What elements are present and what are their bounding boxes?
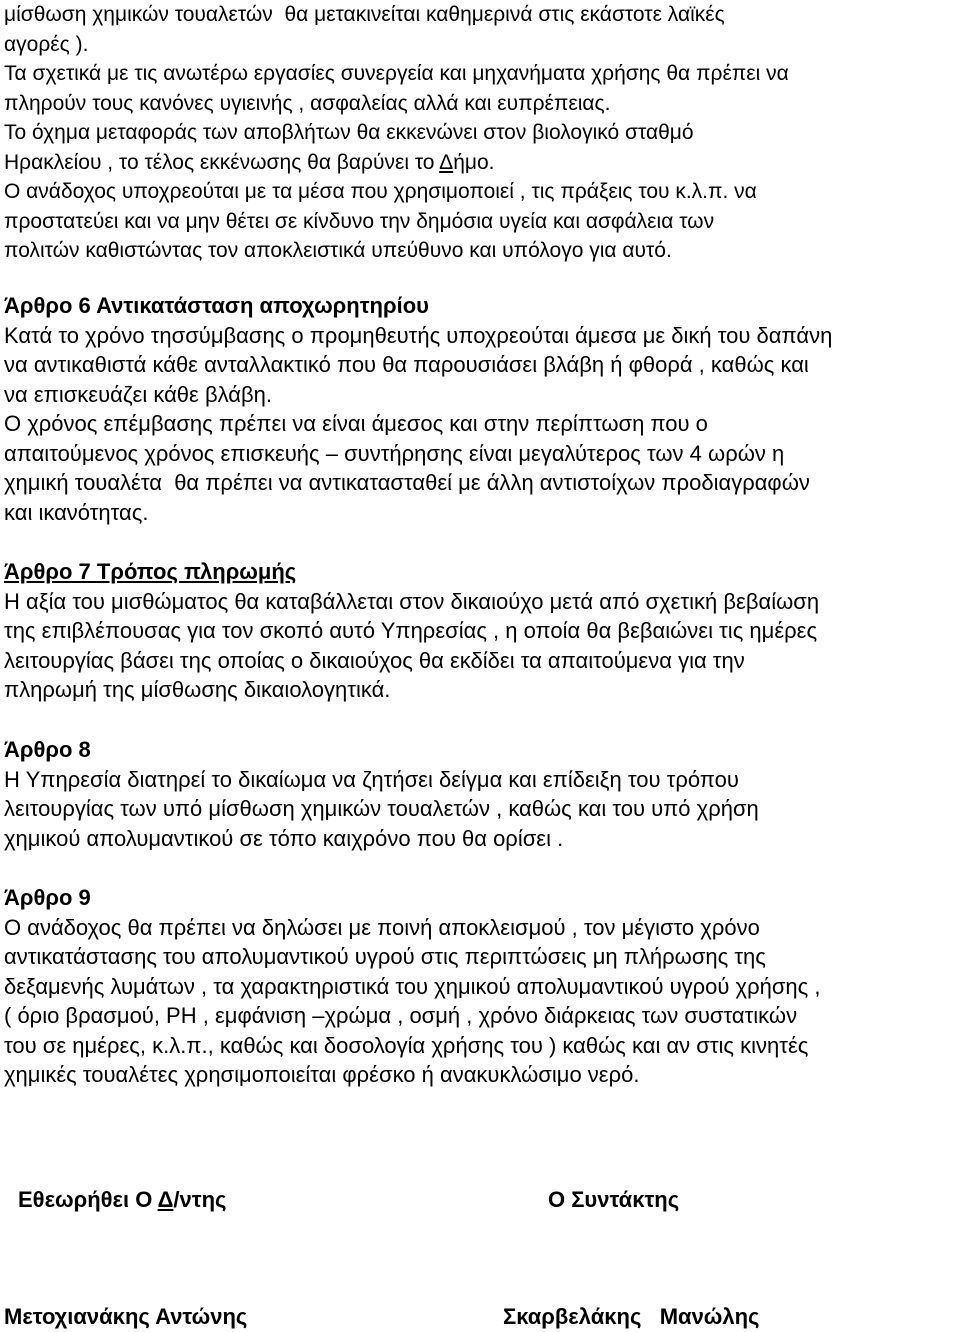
text-line: χημική τουαλέτα θα πρέπει να αντικατασταθεί με άλλη αντιστοίχων προδιαγραφών [4, 470, 810, 495]
text-line: πληρωμή της μίσθωσης δικαιολογητικά. [4, 677, 391, 702]
text-line: και ικανότητας. [4, 499, 149, 525]
article-heading: Άρθρο 9 [4, 885, 91, 910]
text-line: Το όχημα μεταφοράς των αποβλήτων θα εκκενώνει στον βιολογικό σταθμό [4, 121, 694, 144]
text-line: μίσθωση χημικών τουαλετών θα μετακινείται καθημερινά στις εκάστοτε λαϊκές [4, 3, 725, 26]
signature-right-title: Ο Συντάκτης [548, 1187, 680, 1212]
text-line: να αντικαθιστά κάθε ανταλλακτικό που θα παρουσιάσει βλάβη ή φθορά , καθώς και [4, 352, 809, 377]
article-7-section [4, 557, 819, 705]
text-line: δεξαμενής λυμάτων , τα χαρακτηριστικά του χημικού απολυμαντικού υγρού χρήσης , [4, 973, 821, 999]
text-line-dimo [4, 148, 789, 178]
text-line: της επιβλέπουσας για τον σκοπό αυτό Υπηρεσίας , η οποία θα βεβαιώνει τις ημέρες [4, 618, 818, 643]
title-fragment: /ντης [173, 1187, 227, 1212]
text-line: αγορές ). [4, 32, 89, 56]
article-heading: Άρθρο 6 Αντικατάσταση αποχωρητηρίου [4, 293, 429, 318]
signature-right-name: Σκαρβελάκης Μανώλης [503, 1304, 760, 1329]
text-line: Η αξία του μισθώματος θα καταβάλλεται στον δικαιούχο μετά από σχετική βεβαίωση [4, 588, 820, 614]
heading-text: Άρθρο 7 Τρόπος πληρωμής [4, 559, 297, 584]
text-line: Η Υπηρεσία διατηρεί το δικαίωμα να ζητήσει δείγμα και επίδειξη του τρόπου [4, 766, 739, 792]
text-line: ( όριο βρασμού, PH , εμφάνιση –χρώμα , οσμή , χρόνο διάρκειας των συστατικών [4, 1003, 798, 1028]
text-fragment: Ηρακλείου , το τέλος εκκένωσης θα βαρύνει το [4, 150, 440, 174]
text-line: να επισκευάζει κάθε βλάβη. [4, 381, 272, 407]
text-line: προστατεύει και να μην θέτει σε κίνδυνο την δημόσια υγεία και ασφάλεια των [4, 209, 715, 233]
text-line: Ο χρόνος επέμβασης πρέπει να είναι άμεσος και στην περίπτωση που ο [4, 411, 708, 436]
intro-section [4, 0, 789, 266]
text-line: χημικού απολυμαντικού σε τόπο καιχρόνο που θα ορίσει . [4, 825, 564, 851]
text-line: Ο ανάδοχος θα πρέπει να δηλώσει με ποινή αποκλεισμού , τον μέγιστο χρόνο [4, 914, 760, 940]
article-heading [4, 557, 819, 587]
article-9-section [4, 883, 821, 1090]
signature-left-title [18, 1185, 226, 1215]
text-line: αντικατάστασης του απολυμαντικού υγρού στις περιπτώσεις μη πλήρωσης της [4, 944, 766, 969]
text-line: Κατά το χρόνο τησσύμβασης ο προμηθευτής υποχρεούται άμεσα με δική του δαπάνη [4, 322, 833, 348]
underlined-letter: Δ [439, 150, 454, 174]
text-line: απαιτούμενος χρόνος επισκευής – συντήρησης είναι μεγαλύτερος των 4 ωρών η [4, 440, 785, 466]
article-heading: Άρθρο 8 [4, 737, 91, 762]
text-line: πολιτών καθιστώντας τον αποκλειστικά υπεύθυνο και υπόλογο για αυτό. [4, 239, 672, 262]
text-line: χημικές τουαλέτες χρησιμοποιείται φρέσκο ή ανακυκλώσιμο νερό. [4, 1062, 640, 1087]
text-line: πληρούν τους κανόνες υγιεινής , ασφαλείας αλλά και ευπρέπειας. [4, 91, 611, 115]
text-line: λειτουργίας των υπό μίσθωση χημικών τουαλετών , καθώς και του υπό χρήση [4, 796, 759, 821]
signature-left-name: Μετοχιανάκης Αντώνης [4, 1304, 248, 1329]
text-line: Ο ανάδοχος υποχρεούται με τα μέσα που χρησιμοποιεί , τις πράξεις του κ.λ.π. να [4, 180, 757, 203]
text-line: λειτουργίας βάσει της οποίας ο δικαιούχος θα εκδίδει τα απαιτούμενα για την [4, 647, 745, 673]
text-line: Τα σχετικά με τις ανωτέρω εργασίες συνεργεία και μηχανήματα χρήσης θα πρέπει να [4, 62, 789, 85]
article-8-section [4, 735, 759, 853]
title-fragment: Εθεωρήθει Ο [18, 1187, 158, 1212]
text-fragment: ήμο. [453, 150, 495, 174]
article-6-section [4, 291, 832, 527]
text-line: του σε ημέρες, κ.λ.π., καθώς και δοσολογία χρήσης του ) καθώς και αν στις κινητές [4, 1032, 809, 1058]
underlined-letter: Δ [157, 1187, 174, 1212]
